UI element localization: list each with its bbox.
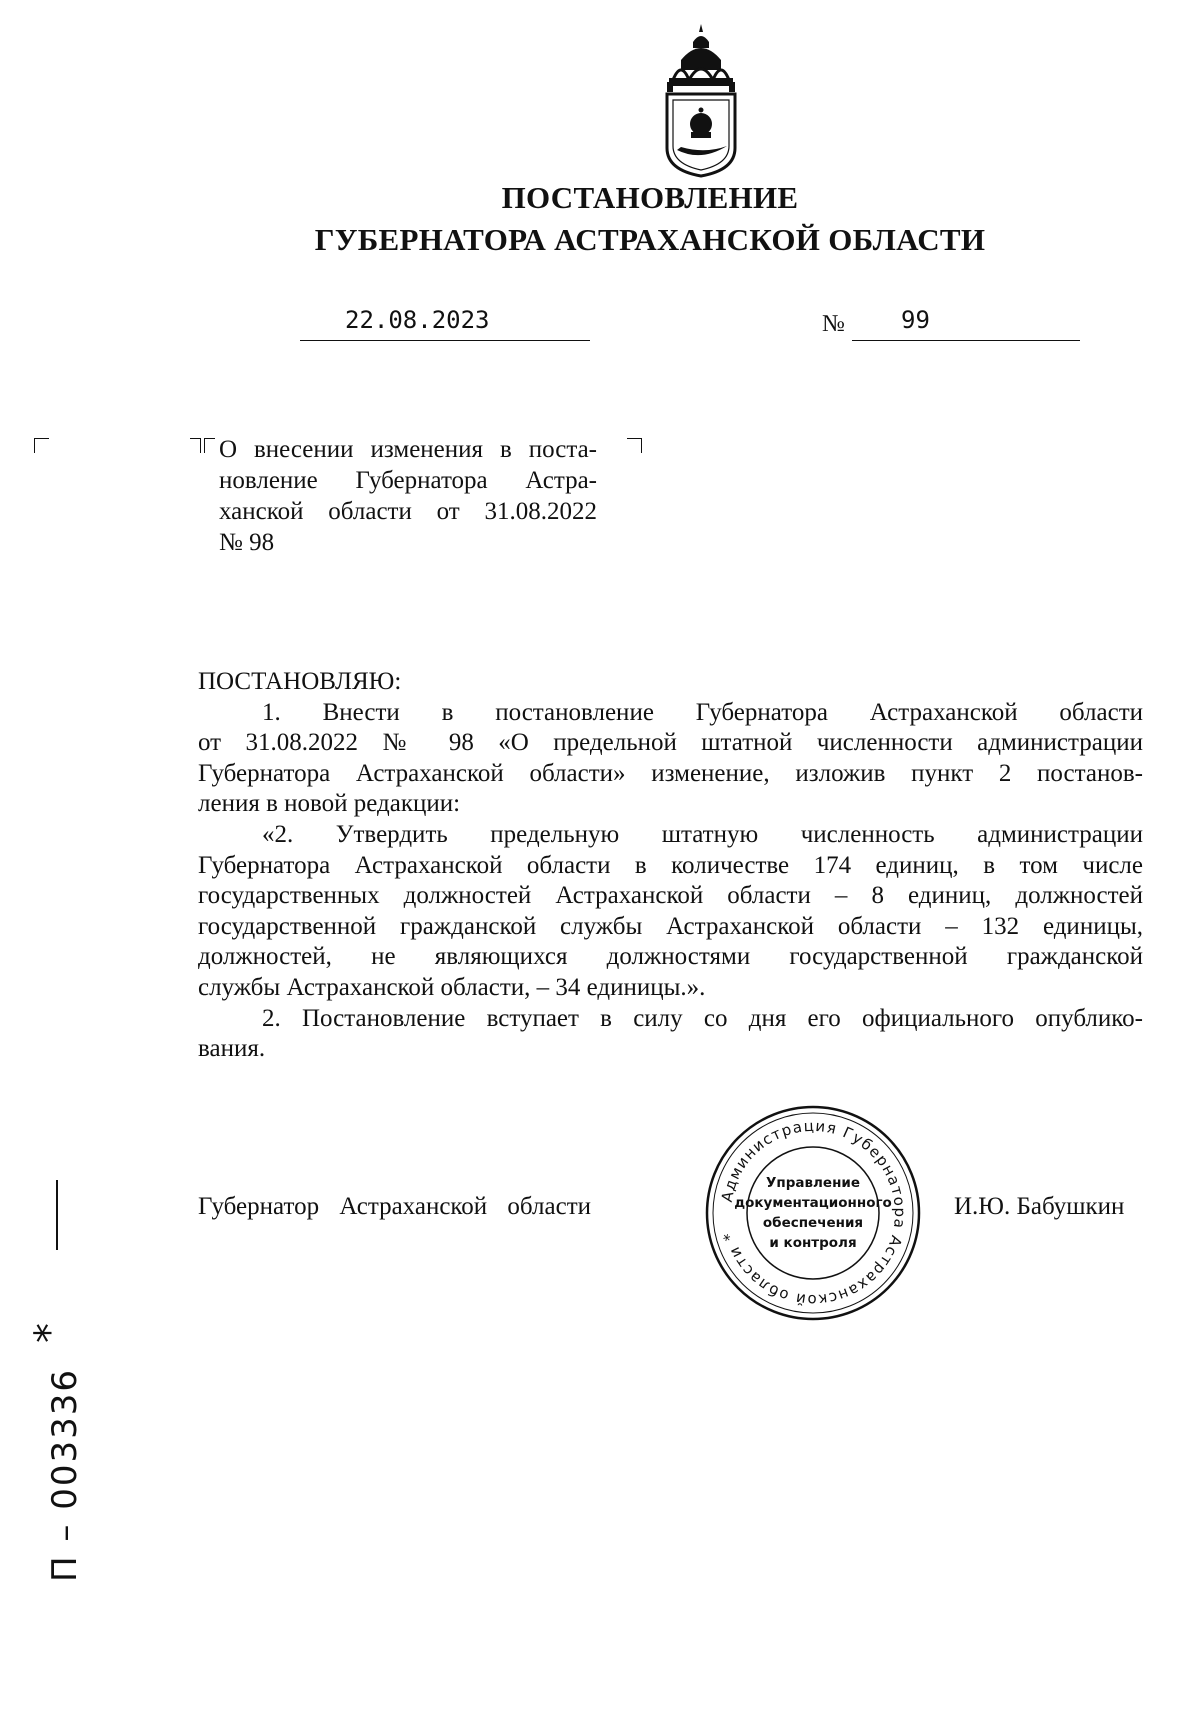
body-line: Губернатора Астраханской области» изменение, изложив пункт 2 постанов-: [198, 759, 1143, 787]
body-line: вания.: [198, 1035, 266, 1063]
resolution-heading: ПОСТАНОВЛЯЮ:: [198, 668, 402, 695]
subject-line: новление Губернатора Астра-: [219, 467, 597, 494]
number-underline: [852, 308, 1080, 341]
serial-number-block: [35, 1330, 95, 1620]
number-sign: №: [822, 311, 845, 337]
document-body: [198, 667, 1143, 1065]
signatory-name: И.Ю. Бабушкин: [954, 1193, 1125, 1220]
body-line: государственных должностей Астраханской области – 8 единиц, должностей: [198, 882, 1143, 910]
official-seal-stamp: [703, 1103, 923, 1323]
serial-number: П – 003336: [45, 1368, 85, 1582]
corner-mark-subject-b: [204, 438, 215, 453]
corner-mark-left: [34, 438, 49, 453]
subject-line: № 98: [219, 529, 275, 556]
body-line: Губернатора Астраханской области в количестве 174 единиц, в том числе: [198, 851, 1143, 879]
body-line: «2. Утвердить предельную штатную численность администрации: [262, 820, 1143, 848]
seal-center-line: документационного: [734, 1195, 892, 1211]
body-line: 1. Внести в постановление Губернатора Астраханской области: [262, 698, 1143, 726]
document-type-title: ПОСТАНОВЛЕНИЕ: [501, 180, 799, 215]
body-line: 2. Постановление вступает в силу со дня его официального опублико-: [262, 1004, 1143, 1032]
coat-of-arms-icon: [657, 20, 745, 180]
margin-line: [56, 1180, 58, 1250]
seal-ring-text: Администрация Губернатора Астраханской области *: [717, 1116, 910, 1310]
subject-line: ханской области от 31.08.2022: [219, 498, 597, 525]
seal-center-line: Управление: [765, 1175, 861, 1191]
body-line: ления в новой редакции:: [198, 790, 461, 818]
signatory-position: Губернатор Астраханской области: [198, 1193, 592, 1220]
corner-mark-right: [627, 438, 642, 453]
body-line: государственной гражданской службы Астраханской области – 132 единицы,: [198, 912, 1143, 940]
document-subject: [219, 434, 597, 558]
issuer-title: ГУБЕРНАТОРА АСТРАХАНСКОЙ ОБЛАСТИ: [314, 222, 986, 257]
seal-center-line: и контроля: [769, 1235, 857, 1251]
serial-star: *: [27, 1323, 73, 1343]
body-line: должностей, не являющихся должностями государственной гражданской: [198, 943, 1143, 971]
corner-mark-subject-a: [190, 438, 201, 453]
document-number: 99: [901, 306, 930, 334]
document-date: 22.08.2023: [345, 306, 490, 334]
subject-line: О внесении изменения в поста-: [219, 436, 597, 463]
seal-center-line: обеспечения: [762, 1215, 864, 1231]
body-line: от 31.08.2022 № 98 «О предельной штатной численности администрации: [198, 729, 1143, 757]
body-line: службы Астраханской области, – 34 единицы.».: [198, 973, 706, 1001]
